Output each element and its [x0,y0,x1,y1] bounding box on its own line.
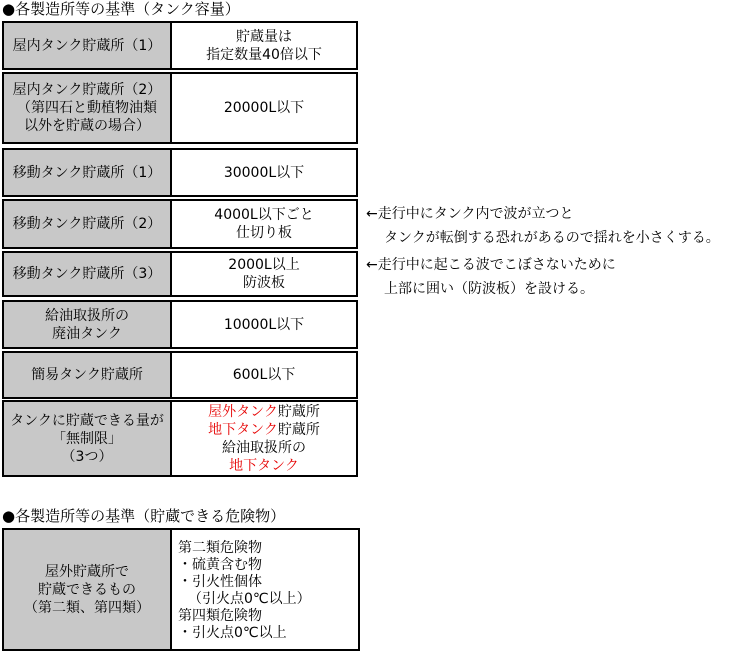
row-label: 移動タンク貯蔵所（1） [4,150,172,195]
table-row [2,21,358,70]
row-value: 600L以下 [232,367,296,383]
row-label: 屋内タンク貯蔵所（2） （第四石と動植物油類 以外を貯蔵の場合） [4,74,172,142]
table-row [2,72,358,144]
table-row [2,251,358,297]
storage-items: 第二類危険物 ・硫黄含む物 ・引火性個体 （引火点0℃以上） 第四類危険物 ・引火点0℃以上 [178,540,311,641]
section2-title: ●各製造所等の基準（貯蔵できる危険物） [2,507,286,525]
row-value: 2000L以上 防波板 [228,257,300,291]
note2-line1: ←走行中に起こる波でこぼさないために [366,257,616,273]
row-value: 屋外タンク貯蔵所 地下タンク貯蔵所 給油取扱所の 地下タンク [208,403,320,474]
row-label: 屋内タンク貯蔵所（1） [4,23,172,68]
row-value: 30000L以下 [223,164,305,181]
note1-line2: タンクが転倒する恐れがあるので揺れを小さくする。 [384,230,720,246]
row-label: 移動タンク貯蔵所（2） [4,201,172,247]
section1-title: ●各製造所等の基準（タンク容量） [2,0,240,18]
table-row [2,300,358,349]
storage-label: 屋外貯蔵所で 貯蔵できるもの （第二類、第四類） [4,530,172,649]
row-label: 移動タンク貯蔵所（3） [4,253,172,295]
table-row [2,400,358,477]
row-label: 給油取扱所の 廃油タンク [4,302,172,347]
note2-line2: 上部に囲い（防波板）を設ける。 [384,281,594,297]
row-value: 10000L以下 [223,316,305,333]
table-row [2,199,358,249]
table-row [2,148,358,197]
storage-table [2,528,360,651]
row-value: 20000L以下 [223,100,305,116]
row-label: 簡易タンク貯蔵所 [4,353,172,397]
row-value: 貯蔵量は 指定数量40倍以下 [206,28,322,63]
table-row [2,351,358,399]
note1-line1: ←走行中にタンク内で波が立つと [366,206,574,222]
row-value: 4000L以下ごと 仕切り板 [214,207,314,241]
row-label: タンクに貯蔵できる量が 「無制限」 （3つ） [4,402,172,475]
